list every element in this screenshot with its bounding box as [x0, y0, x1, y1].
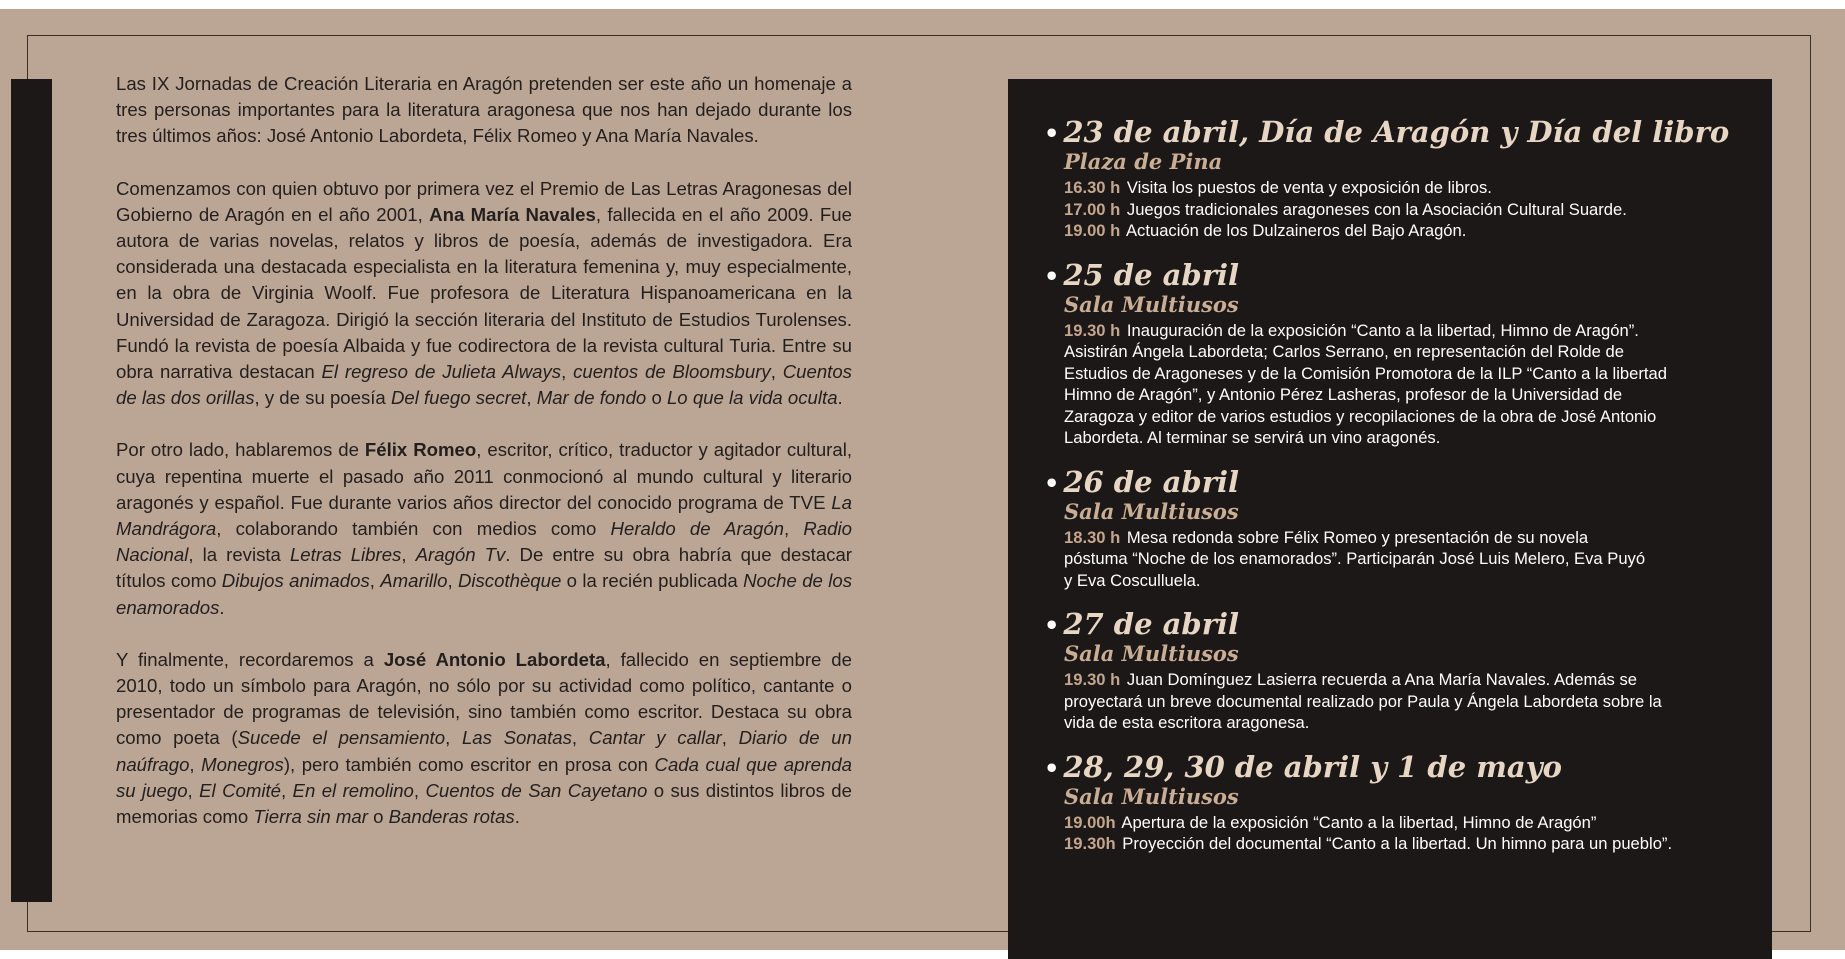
- schedule-line: proyectará un breve documental realizado por Paula y Ángela Labordeta sobre la: [1064, 691, 1662, 711]
- event-item: [1044, 258, 1744, 449]
- event-schedule: [1064, 320, 1744, 449]
- brochure-page: [0, 9, 1845, 950]
- event-venue: Sala Multiusos: [1064, 291, 1239, 317]
- schedule-line: póstuma “Noche de los enamorados”. Participarán José Luis Melero, Eva Puyó: [1064, 549, 1646, 568]
- event-date-title: • 26 de abril: [1044, 464, 1240, 499]
- schedule-line: Estudios de Aragoneses y de la Comisión Promotora de la ILP “Canto a la libertad: [1064, 363, 1667, 383]
- work-title: En el remolino: [292, 779, 414, 801]
- author-name-navales: Ana María Navales: [429, 203, 596, 225]
- event-time: 17.00 h: [1064, 199, 1121, 219]
- event-schedule: [1064, 177, 1744, 242]
- work-title: El regreso de Julieta Always: [321, 361, 562, 383]
- event-venue: Sala Multiusos: [1064, 783, 1239, 809]
- event-time: 16.30 h: [1064, 178, 1121, 197]
- romeo-paragraph: Por otro lado, hablaremos de Félix Romeo, escritor, crítico, traductor y agitador cultural, cuya repentina muerte el pasado año 2011 conmocionó al mundo cultural y literario aragonés y español. Fue durante varios años director del conocido programa de TVE La Mandrágora, colaborando también con medios como Heraldo de Aragón, Radio Nacional, la revista Letras Libres, Aragón Tv. De entre su obra habría que destacar títulos como Dibujos animados, Amarillo, Discothèque o la recién publicada Noche de los enamorados.: [116, 439, 852, 618]
- work-title: Letras Libres: [289, 544, 402, 566]
- schedule-line: 19.00h Apertura de la exposición “Canto a la libertad, Himno de Aragón”: [1064, 812, 1597, 832]
- schedule-line: 19.00 h Actuación de los Dulzaineros del Bajo Aragón.: [1064, 221, 1467, 240]
- event-date-title: • 28, 29, 30 de abril y 1 de mayo: [1044, 749, 1562, 784]
- schedule-line: Himno de Aragón”, y Antonio Pérez Lasheras, profesor de la Universidad de: [1064, 385, 1623, 404]
- schedule-line: 19.30 h Inauguración de la exposición “Canto a la libertad, Himno de Aragón”.: [1064, 320, 1639, 340]
- bullet-icon: •: [1044, 753, 1060, 783]
- labordeta-paragraph: Y finalmente, recordaremos a José Antonio Labordeta, fallecido en septiembre de 2010, todo un símbolo para Aragón, no sólo por su actividad como político, cantante o presentador de programas de televisión, sino también como escritor. Destaca su obra como poeta (Sucede el pensamiento, Las Sonatas, Cantar y callar, Diario de un naúfrago, Monegros), pero también como escritor en prosa con Cada cual que aprenda su juego, El Comité, En el remolino, Cuentos de San Cayetano o sus distintos libros de memorias como Tierra sin mar o Banderas rotas.: [116, 648, 852, 828]
- work-title: El Comité: [199, 779, 281, 801]
- schedule-line: 19.30 h Juan Domínguez Lasierra recuerda a Ana María Navales. Además se: [1064, 670, 1637, 689]
- author-name-romeo: Félix Romeo: [364, 439, 477, 461]
- work-title: cuentos de Bloomsbury: [573, 361, 771, 383]
- schedule-line: 19.30h Proyección del documental “Canto a la libertad. Un himno para un pueblo”.: [1064, 834, 1673, 853]
- event-item: [1044, 115, 1744, 242]
- event-time: 19.00h: [1064, 812, 1116, 832]
- event-date-title: • 25 de abril: [1044, 257, 1240, 292]
- work-title: Banderas rotas: [388, 806, 515, 828]
- work-title: Cuentos de San Cayetano: [425, 779, 648, 801]
- work-title: Aragón Tv: [415, 544, 506, 566]
- work-title: Las Sonatas: [461, 727, 572, 749]
- left-accent-bar: [11, 79, 52, 902]
- work-title: Amarillo: [380, 570, 448, 592]
- event-time: 19.30 h: [1064, 320, 1121, 340]
- intro-text-column: [116, 71, 852, 856]
- bullet-icon: •: [1044, 611, 1060, 640]
- event-item: [1044, 607, 1744, 734]
- event-item: [1044, 465, 1744, 592]
- event-list: [1044, 115, 1744, 871]
- work-title: Tierra sin mar: [253, 806, 368, 828]
- event-schedule: [1064, 812, 1744, 855]
- schedule-line: vida de esta escritora aragonesa.: [1064, 713, 1310, 732]
- schedule-line: 17.00 h Juegos tradicionales aragoneses con la Asociación Cultural Suarde.: [1064, 199, 1627, 219]
- event-date-title: • 23 de abril, Día de Aragón y Día del libro: [1044, 115, 1730, 149]
- work-title: Noche de los enamorados: [116, 570, 852, 618]
- schedule-line: y Eva Cosculluela.: [1064, 570, 1201, 590]
- event-venue: Sala Multiusos: [1064, 498, 1239, 524]
- program-panel: [1008, 79, 1772, 959]
- event-schedule: [1064, 527, 1744, 592]
- work-title: Cantar y callar: [588, 727, 722, 749]
- work-title: Sucede el pensamiento: [237, 727, 446, 749]
- bullet-icon: •: [1044, 119, 1060, 148]
- work-title: Cada cual que aprenda su juego: [116, 753, 852, 801]
- schedule-line: 16.30 h Visita los puestos de venta y exposición de libros.: [1064, 178, 1492, 197]
- schedule-line: Labordeta. Al terminar se servirá un vino aragonés.: [1064, 428, 1441, 447]
- event-time: 19.30 h: [1064, 670, 1121, 689]
- event-venue: Sala Multiusos: [1064, 641, 1239, 666]
- event-item: [1044, 750, 1744, 855]
- event-time: 19.30h: [1064, 834, 1116, 853]
- schedule-line: Zaragoza y editor de varios estudios y recopilaciones de la obra de José Antonio: [1064, 406, 1657, 426]
- bullet-icon: •: [1044, 261, 1060, 291]
- work-title: Radio Nacional: [116, 518, 852, 566]
- work-title: Diario de un naúfrago: [116, 727, 852, 775]
- intro-paragraph: Las IX Jornadas de Creación Literaria en Aragón pretenden ser este año un homenaje a tres personas importantes para la literatura aragonesa que nos han dejado durante los tres últimos años: José Antonio Labordeta, Félix Romeo y Ana María Navales.: [116, 73, 852, 147]
- work-title: Lo que la vida oculta: [666, 387, 838, 409]
- event-time: 19.00 h: [1064, 221, 1121, 240]
- event-time: 18.30 h: [1064, 527, 1121, 547]
- work-title: Monegros: [201, 753, 284, 775]
- work-title: Heraldo de Aragón: [610, 518, 785, 540]
- author-name-labordeta: José Antonio Labordeta: [383, 648, 606, 670]
- event-schedule: [1064, 669, 1744, 734]
- navales-paragraph: Comenzamos con quien obtuvo por primera vez el Premio de Las Letras Aragonesas del Gobierno de Aragón en el año 2001, Ana María Navales, fallecida en el año 2009. Fue autora de varias novelas, relatos y libros de poesía, además de investigadora. Era considerada una destacada especialista en la literatura femenina y, muy especialmente, en la obra de Virginia Woolf. Fue profesora de Literatura Hispanoamericana en la Universidad de Zaragoza. Dirigió la sección literaria del Instituto de Estudios Turolenses. Fundó la revista de poesía Albaida y fue codirectora de la revista cultural Turia. Entre su obra narrativa destacan El regreso de Julieta Always, cuentos de Bloomsbury, Cuentos de las dos orillas, y de su poesía Del fuego secret, Mar de fondo o Lo que la vida oculta.: [116, 177, 852, 409]
- work-title: Discothèque: [457, 570, 562, 592]
- schedule-line: Asistirán Ángela Labordeta; Carlos Serrano, en representación del Rolde de: [1064, 342, 1624, 361]
- event-date-title: • 27 de abril: [1044, 607, 1240, 641]
- work-title: Dibujos animados: [221, 570, 370, 592]
- schedule-line: 18.30 h Mesa redonda sobre Félix Romeo y presentación de su novela: [1064, 527, 1589, 547]
- work-title: Mar de fondo: [536, 387, 647, 409]
- bullet-icon: •: [1044, 468, 1060, 498]
- work-title: Del fuego secret: [390, 387, 527, 409]
- work-title: Cuentos de las dos orillas: [116, 361, 852, 409]
- event-venue: Plaza de Pina: [1064, 149, 1223, 174]
- work-title: La Mandrágora: [116, 491, 852, 540]
